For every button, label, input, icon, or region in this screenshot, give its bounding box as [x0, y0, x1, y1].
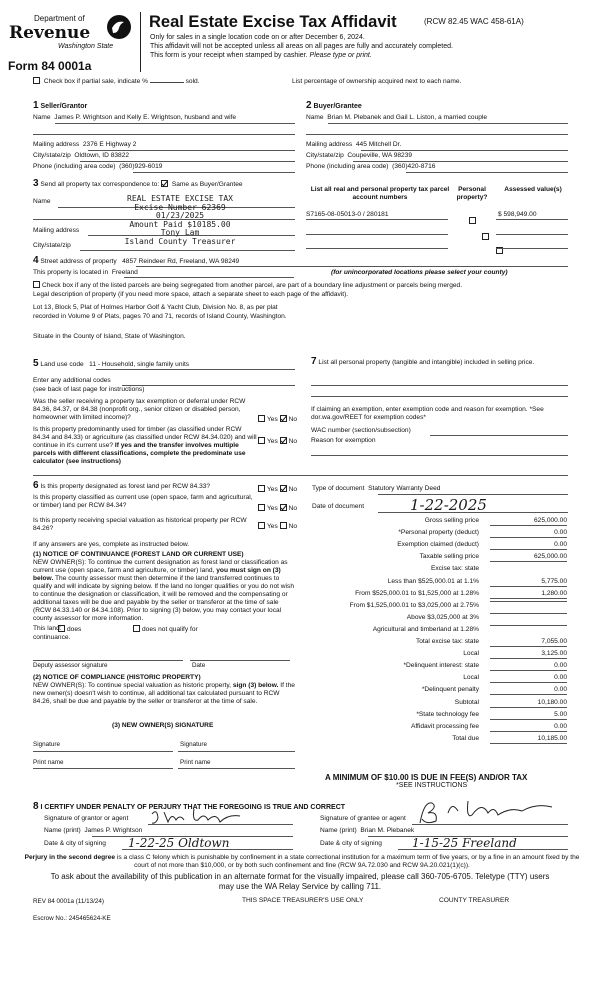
- minimum-fee-notice: A MINIMUM OF $10.00 IS DUE IN FEE(S) AND/OR TAX: [325, 773, 528, 782]
- buyer-city-value: Coupeville, WA 98239: [347, 152, 413, 159]
- doc-type-value: Statutory Warranty Deed: [368, 485, 441, 492]
- calc-row: [312, 589, 567, 599]
- doc-type-field[interactable]: Type of document Statutory Warranty Deed: [312, 485, 441, 492]
- calc-value[interactable]: 10,185.00: [490, 734, 567, 744]
- notice-compliance-title: (2) NOTICE OF COMPLIANCE (HISTORIC PROPERTY): [33, 674, 201, 681]
- forest-question-1: 6 Is this property designated as forest land per RCW 84.33?: [33, 480, 211, 491]
- legal-description-2: recorded in Volume 9 of Plats, pages 70 and 71, records of Island County, Washington.: [33, 313, 287, 320]
- personal-col-header: Personal property?: [456, 186, 488, 201]
- doc-date-label: Date of document: [312, 503, 365, 510]
- treasurer-stamp: [100, 195, 260, 247]
- seller-address-value: 2376 E Highway 2: [82, 141, 137, 148]
- header-note-1: Only for sales in a single location code on or after December 6, 2024.: [150, 34, 365, 41]
- stamp-line-6: Island County Treasurer: [124, 236, 236, 246]
- seller-phone-value: (360)929-6019: [119, 163, 163, 170]
- buyer-phone-field[interactable]: Phone (including area code) (360)420-8716: [306, 163, 436, 170]
- deputy-assessor-label: Deputy assessor signature: [33, 662, 108, 669]
- q1-no-checkbox[interactable]: [280, 415, 287, 422]
- calc-row: [312, 516, 567, 526]
- calc-label: From $1,525,000.01 to $3,025,000 at 2.75%: [349, 601, 479, 609]
- forest-q1-no-checkbox[interactable]: [280, 485, 287, 492]
- calc-label: Less than $525,000.01 at 1.1%: [387, 577, 479, 585]
- calc-value[interactable]: [490, 601, 567, 602]
- calc-label: Excise tax: state: [430, 565, 479, 573]
- grantor-name-field[interactable]: Name (print) James P. Wrightson: [44, 827, 143, 834]
- does-checkbox[interactable]: [58, 625, 65, 632]
- calc-value[interactable]: [490, 625, 567, 626]
- calc-row: [312, 698, 567, 708]
- grantee-name-field[interactable]: Name (print) Brian M. Plebanek: [320, 827, 415, 834]
- stamp-line-3: 01/23/2025: [155, 211, 205, 221]
- buyer-name-field[interactable]: Name Brian M. Plebanek and Gail L. Liston, a married couple: [306, 114, 488, 121]
- segregation-row: Check box if any of the listed parcels are being segregated from another parcel, are part of a boundary line adjustment or parcels being merged.: [33, 281, 573, 290]
- forest-q3-yes-no: Yes No: [258, 522, 297, 531]
- certify-heading: 8 I CERTIFY UNDER PENALTY OF PERJURY THAT THE FOREGOING IS TRUE AND CORRECT: [33, 801, 346, 812]
- segregation-checkbox[interactable]: [33, 281, 40, 288]
- forest-question-3: Is this property receiving special valuation as historical property per RCW 84.26?: [33, 517, 247, 532]
- forest-q1-yes-no: Yes No: [258, 485, 297, 494]
- calc-value[interactable]: 0.00: [490, 540, 567, 550]
- stamp-line-1: REAL ESTATE EXCISE TAX: [127, 194, 233, 203]
- additional-codes-note: (see back of last page for instructions): [33, 386, 145, 393]
- does-not-checkbox[interactable]: [133, 625, 140, 632]
- notice-continuance-title: (1) NOTICE OF CONTINUANCE (FOREST LAND OR CURRENT USE): [33, 551, 244, 558]
- header-note-3: This form is your receipt when stamped by cashier. Please type or print.: [150, 52, 372, 59]
- calc-row: [312, 637, 567, 647]
- grantee-name-value: Brian M. Plebanek: [360, 827, 415, 834]
- parcel-col-header: List all real and personal property tax parcel account numbers: [310, 186, 450, 201]
- calc-row: [312, 710, 567, 720]
- land-use-heading: 5 Land use code 11 - Household, single family units: [33, 358, 190, 369]
- grantee-signature-label: Signature of grantee or agent: [320, 815, 406, 822]
- logo-revenue: Revenue: [9, 23, 91, 43]
- calc-label: Exemption claimed (deduct): [397, 541, 479, 549]
- land-qualify-row: This land: does does not qualify for: [33, 625, 198, 633]
- calc-value[interactable]: 10,180.00: [490, 698, 567, 708]
- calc-value[interactable]: 1,280.00: [490, 589, 567, 599]
- signature-label-1: Signature: [33, 741, 60, 748]
- q2-yes-checkbox[interactable]: [258, 437, 265, 444]
- seller-name-field[interactable]: Name James P. Wrightson and Kelly E. Wrightson, husband and wife: [33, 114, 237, 121]
- signature-label-2: Signature: [180, 741, 207, 748]
- calc-row: [312, 601, 567, 611]
- exemption-instructions: If claiming an exemption, enter exemption code and reason for exemption. *See dor.wa.gov/REET for exemption codes*: [311, 406, 544, 421]
- revision-label: REV 84 0001a (11/13/24): [33, 898, 104, 905]
- partial-sale-row: Check box if partial sale, indicate % sold.: [33, 77, 253, 86]
- dor-logo: [8, 10, 136, 60]
- corr-name-label: Name: [33, 198, 51, 205]
- header-note-2: This affidavit will not be accepted unless all areas on all pages are fully and accurately completed.: [150, 43, 453, 50]
- seller-address-field[interactable]: Mailing address 2376 E Highway 2: [33, 141, 137, 148]
- buyer-phone-value: (360)420-8716: [392, 163, 436, 170]
- print-name-label-1: Print name: [33, 759, 64, 766]
- corr-city-label: City/state/zip: [33, 242, 71, 249]
- calc-row: [312, 540, 567, 550]
- property-heading: 4 Street address of property 4857 Reindeer Rd, Freeland, WA 98249: [33, 255, 240, 266]
- calc-label: Agricultural and timberland at 1.28%: [372, 625, 479, 633]
- grantor-name-value: James P. Wrightson: [84, 827, 143, 834]
- form-title: Real Estate Excise Tax Affidavit: [149, 13, 397, 31]
- calc-label: Gross selling price: [424, 517, 479, 524]
- calc-value[interactable]: 0.00: [490, 722, 567, 732]
- notice-continuance-text: NEW OWNER(S): To continue the current designation as forest land or classification as current use (open space, farm and agriculture, or timber) land, you must sign on (3) below. The county assessor must then determine if the land transferred continues to qualify and will indicate by signing below. If the land no longer qualifies or you do not wish to continue the designation or classification, it will be removed and the compensating or additional taxes will be due and payable by the seller or transferor at the time of sale (RCW 84.33.140 or 84.34.108). Prior to signing (3) below, you may contact your local county assessor for more information.: [33, 559, 294, 622]
- correspondence-heading: 3 Send all property tax correspondence to: Same as Buyer/Grantee: [33, 178, 243, 189]
- grantee-signature[interactable]: [412, 797, 562, 827]
- legal-description-label: Legal description of property (if you need more space, attach a separate sheet to each page of the affidavit).: [33, 291, 349, 298]
- corr-address-label: Mailing address: [33, 227, 80, 234]
- calc-row: [312, 685, 567, 695]
- calc-label: From $525,000.01 to $1,525,000 at 1.28%: [355, 589, 479, 597]
- list-percentage-note: List percentage of ownership acquired next to each name.: [292, 78, 462, 85]
- calc-label: *Delinquent interest: state: [403, 662, 479, 670]
- wac-label: WAC number (section/subsection): [311, 427, 411, 434]
- q1-yes-checkbox[interactable]: [258, 415, 265, 422]
- alternate-format-notice: To ask about the availability of this publication in an alternate format for the visually impaired, please call 360-705-6705. Teletype (TTY) users may use the WA Relay Service by calling 711.: [50, 872, 550, 891]
- calc-label: *Delinquent penalty: [421, 686, 479, 694]
- calc-label: *Personal property (deduct): [398, 529, 479, 537]
- stamp-line-2: Excise Number 62369: [134, 202, 226, 212]
- calc-label: Total excise tax: state: [415, 638, 479, 645]
- forest-q3-yes-checkbox[interactable]: [258, 522, 265, 529]
- calc-value[interactable]: [490, 613, 567, 614]
- grantee-date-label: Date & city of signing: [320, 840, 382, 847]
- reason-label: Reason for exemption: [311, 437, 376, 444]
- buyer-address-value: 445 Mitchell Dr.: [355, 141, 402, 148]
- seller-city-field[interactable]: City/state/zip Oldtown, ID 83822: [33, 152, 130, 159]
- seller-city-value: Oldtown, ID 83822: [74, 152, 130, 159]
- calc-row: [312, 528, 567, 538]
- seller-name-value: James P. Wrightson and Kelly E. Wrightson, husband and wife: [54, 114, 237, 121]
- forest-q2-no-checkbox[interactable]: [280, 504, 287, 511]
- forest-question-2: Is this property classified as current use (open space, farm and agricultural, or timber) land per RCW 84.34?: [33, 494, 253, 509]
- notice-compliance-text: NEW OWNER(S): To continue special valuation as historic property, sign (3) below. If the new owner(s) doesn't wish to continue, all additional tax calculated pursuant to RCW 84.26, shall be due and payable by the seller or transferor at the time of sale.: [33, 682, 295, 705]
- buyer-heading: 2 Buyer/Grantee: [306, 100, 362, 111]
- calc-value[interactable]: 0.00: [490, 528, 567, 538]
- grantee-date-value[interactable]: 1-15-25 Freeland: [412, 836, 517, 850]
- calc-value[interactable]: 625,000.00: [490, 552, 567, 562]
- calc-value[interactable]: 3,125.00: [490, 649, 567, 659]
- partial-sale-percent[interactable]: [150, 82, 184, 83]
- q2-no-checkbox[interactable]: [280, 437, 287, 444]
- wa-logo-icon: [106, 14, 132, 40]
- property-street[interactable]: 4857 Reindeer Rd, Freeland, WA 98249: [122, 258, 240, 265]
- calc-label: Subtotal: [454, 698, 479, 706]
- form-number: Form 84 0001a: [8, 59, 92, 73]
- logo-dept-line: Department of: [34, 14, 85, 23]
- treasurer-use-label: THIS SPACE TREASURER'S USE ONLY: [242, 897, 364, 904]
- forest-q1-yes-checkbox[interactable]: [258, 485, 265, 492]
- new-owner-signature-title: (3) NEW OWNER(S) SIGNATURE: [112, 722, 214, 729]
- if-yes-note: If any answers are yes, complete as instructed below.: [33, 541, 190, 548]
- calc-value[interactable]: 625,000.00: [490, 516, 567, 526]
- county-treasurer-label: COUNTY TREASURER: [439, 897, 510, 904]
- logo-state: Washington State: [58, 43, 114, 50]
- calc-label: Affidavit processing fee: [410, 722, 479, 730]
- perjury-notice: Perjury in the second degree is a class C felony which is punishable by confinement in a state correctional institution for a maximum term of five years, or by a fine in an amount fixed by the court of not more than $10,000, or by both such confinement and fine (RCW 9A.72.030 and RCW 9A.20.021(1)(c)).: [24, 854, 580, 869]
- grantor-date-label: Date & city of signing: [44, 840, 106, 847]
- deputy-date-label: Date: [192, 662, 206, 669]
- buyer-address-field[interactable]: Mailing address 445 Mitchell Dr.: [306, 141, 402, 148]
- same-as-buyer-checkbox[interactable]: [161, 180, 168, 187]
- calc-row: [312, 722, 567, 732]
- exemption-question: Was the seller receiving a property tax exemption or deferral under RCW 84.36, 84.37, or 84.38 (nonprofit org., senior citizen or disabled person, homeowner with limited income)?: [33, 398, 246, 421]
- stamp-line-4: Amount Paid $10185.00: [129, 219, 231, 229]
- forest-q2-yes-checkbox[interactable]: [258, 504, 265, 511]
- q2-yes-no: Yes No: [258, 437, 297, 446]
- calc-row: [312, 613, 567, 623]
- calc-value[interactable]: 0.00: [490, 661, 567, 671]
- property-location: This property is located in Freeland (for unincorporated locations please select your county): [33, 269, 508, 276]
- calc-value[interactable]: 5.00: [490, 710, 567, 720]
- form-citation: (RCW 82.45 WAC 458-61A): [424, 17, 524, 26]
- calc-label: Local: [463, 674, 479, 682]
- buyer-city-field[interactable]: City/state/zip Coupeville, WA 98239: [306, 152, 413, 159]
- legal-description-1: Lot 13, Block 5, Plat of Holmes Harbor Golf & Yacht Club, Division No. 8, as per plat: [33, 304, 278, 311]
- legal-description-3: Situate in the County of Island, State of Washington.: [33, 333, 186, 340]
- personal-property-checkbox-2[interactable]: [482, 233, 489, 240]
- additional-codes-label: Enter any additional codes: [33, 377, 111, 384]
- print-name-label-2: Print name: [180, 759, 211, 766]
- assessed-col-header: Assessed value(s): [504, 186, 562, 193]
- parcel-number[interactable]: S7165-08-05013-0 / 280181: [306, 211, 389, 218]
- calc-row: [312, 577, 567, 587]
- calc-value[interactable]: 0.00: [490, 673, 567, 683]
- personal-property-checkbox-1[interactable]: [469, 217, 476, 224]
- grantor-signature-label: Signature of grantor or agent: [44, 815, 129, 822]
- calc-row: [312, 552, 567, 562]
- buyer-name-value: Brian M. Plebanek and Gail L. Liston, a married couple: [327, 114, 488, 121]
- calc-label: *State technology fee: [416, 710, 479, 718]
- doc-date-value[interactable]: 1-22-2025: [410, 496, 487, 514]
- see-instructions: *SEE INSTRUCTIONS: [396, 782, 468, 789]
- calc-label: Above $3,025,000 at 3%: [406, 613, 479, 621]
- seller-phone-field[interactable]: Phone (including area code) (360)929-6019: [33, 163, 163, 170]
- calc-value[interactable]: 0.00: [490, 685, 567, 695]
- calc-row: [312, 625, 567, 635]
- calc-label: Total due: [452, 734, 479, 742]
- calc-row: [312, 564, 567, 574]
- seller-heading: 1 Seller/Grantor: [33, 100, 88, 111]
- calc-row: [312, 649, 567, 659]
- calc-label: Local: [463, 650, 479, 658]
- stamp-line-5: Tony Lam: [160, 228, 200, 238]
- calc-row: [312, 734, 567, 744]
- escrow-number: Escrow No.: 245465624-KE: [33, 915, 111, 922]
- forest-q3-no-checkbox[interactable]: [280, 522, 287, 529]
- calc-row: [312, 673, 567, 683]
- land-use-code[interactable]: 11 - Household, single family units: [89, 361, 190, 368]
- forest-q2-yes-no: Yes No: [258, 504, 297, 513]
- calc-value[interactable]: 5,775.00: [490, 577, 567, 587]
- continuance-label: continuance.: [33, 634, 71, 641]
- calc-row: [312, 661, 567, 671]
- calc-value[interactable]: 7,055.00: [490, 637, 567, 647]
- personal-property-heading: 7 List all personal property (tangible and intangible) included in selling price.: [311, 356, 535, 367]
- timber-question: Is this property predominantly used for timber (as classified under RCW 84.34 and 84.33) or agriculture (as classified under RCW 84.34.020) and will continue in it's current use? If yes and the transfer involves multiple parcels with different classifications, complete the predominate use calculator (see instructions): [33, 426, 257, 465]
- calc-label: Taxable selling price: [419, 553, 479, 561]
- grantor-date-value[interactable]: 1-22-25 Oldtown: [128, 836, 230, 850]
- property-city[interactable]: Freeland: [111, 269, 138, 276]
- q1-yes-no: Yes No: [258, 415, 297, 424]
- assessed-value[interactable]: $ 598,949.00: [498, 211, 537, 218]
- partial-sale-checkbox[interactable]: [33, 77, 40, 84]
